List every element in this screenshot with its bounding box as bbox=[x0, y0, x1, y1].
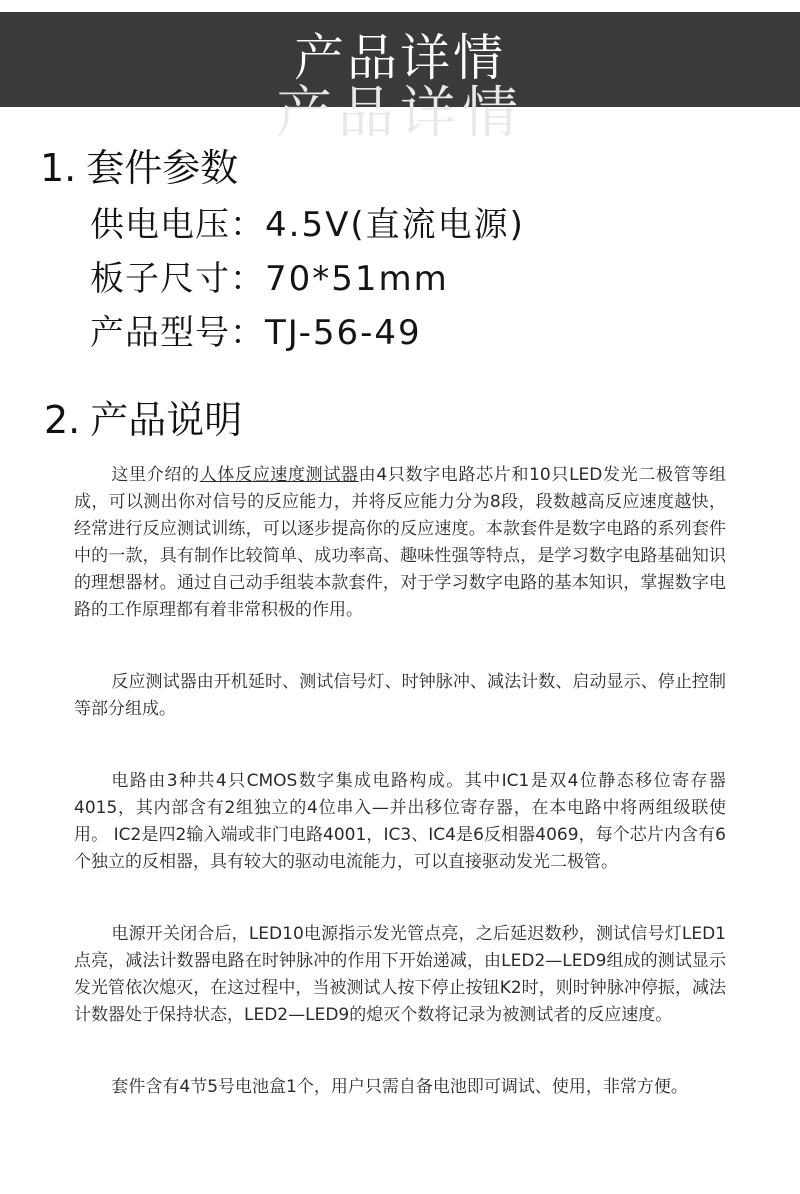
param-row-board-size bbox=[90, 252, 525, 306]
description-body bbox=[74, 462, 726, 1146]
param-list bbox=[90, 198, 525, 360]
param-value: 70*51mm bbox=[265, 259, 449, 299]
section-heading-description bbox=[44, 396, 242, 444]
section-title: 产品说明 bbox=[90, 398, 243, 442]
paragraph-operation: 电源开关闭合后，LED10电源指示发光管点亮，之后延迟数秒，测试信号灯LED1点亮，减法计数器电路在时钟脉冲的作用下开始递减，由LED2—LED9组成的测试显示发光管依次熄灭，在这过程中，当被测试人按下停止按钮K2时，则时钟脉冲停振，减法计数器处于保持状态，LED2—LED9的熄灭个数将记录为被测试者的反应速度。 bbox=[74, 924, 726, 1025]
paragraph-intro bbox=[74, 462, 726, 624]
paragraph-battery: 套件含有4节5号电池盒1个，用户只需自备电池即可调试、使用，非常方便。 bbox=[111, 1077, 688, 1097]
paragraph-circuit: 电路由3种共4只CMOS数字集成电路构成。其中IC1是双4位静态移位寄存器4015，其内部含有2组独立的4位串入—并出移位寄存器，在本电路中将两组级联使用。 IC2是四2输入端或非门电路4001，IC3、IC4是6反相器4069，每个芯片内含有6个独立的反相器，具有较大的驱动电流能力，可以直接驱动发光二极管。 bbox=[74, 771, 726, 872]
param-value: 4.5V(直流电源) bbox=[265, 205, 525, 245]
param-label: 供电电压： bbox=[90, 205, 265, 245]
param-row-model bbox=[90, 306, 525, 360]
page-title: 产品详情 bbox=[294, 29, 506, 87]
intro-text: 这里介绍的 bbox=[111, 465, 200, 485]
section-number: 2. bbox=[44, 398, 81, 442]
intro-text-rest: 由4只数字电路芯片和10只LED发光二极管等组成，可以测出你对信号的反应能力，并将反应能力分为8段，段数越高反应速度越快，经常进行反应测试训练，可以逐步提高你的反应速度。本款套件是数字电路的系列套件中的一款，具有制作比较简单、成功率高、趣味性强等特点，是学习数字电路基础知识的理想器材。通过自己动手组装本款套件，对于学习数字电路的基本知识，掌握数字电路的工作原理都有着非常积极的作用。 bbox=[74, 465, 727, 620]
section-title: 套件参数 bbox=[86, 146, 239, 190]
section-number: 1. bbox=[40, 146, 77, 190]
section-heading-kit-params bbox=[40, 144, 238, 192]
title-reflection: 产品详情 bbox=[276, 81, 524, 146]
param-value: TJ-56-49 bbox=[265, 313, 422, 353]
param-row-voltage bbox=[90, 198, 525, 252]
paragraph-composition: 反应测试器由开机延时、测试信号灯、时钟脉冲、减法计数、启动显示、停止控制等部分组成。 bbox=[74, 672, 726, 719]
product-name-underlined: 人体反应速度测试器 bbox=[199, 465, 359, 485]
param-label: 产品型号： bbox=[90, 313, 265, 353]
param-label: 板子尺寸： bbox=[90, 259, 265, 299]
